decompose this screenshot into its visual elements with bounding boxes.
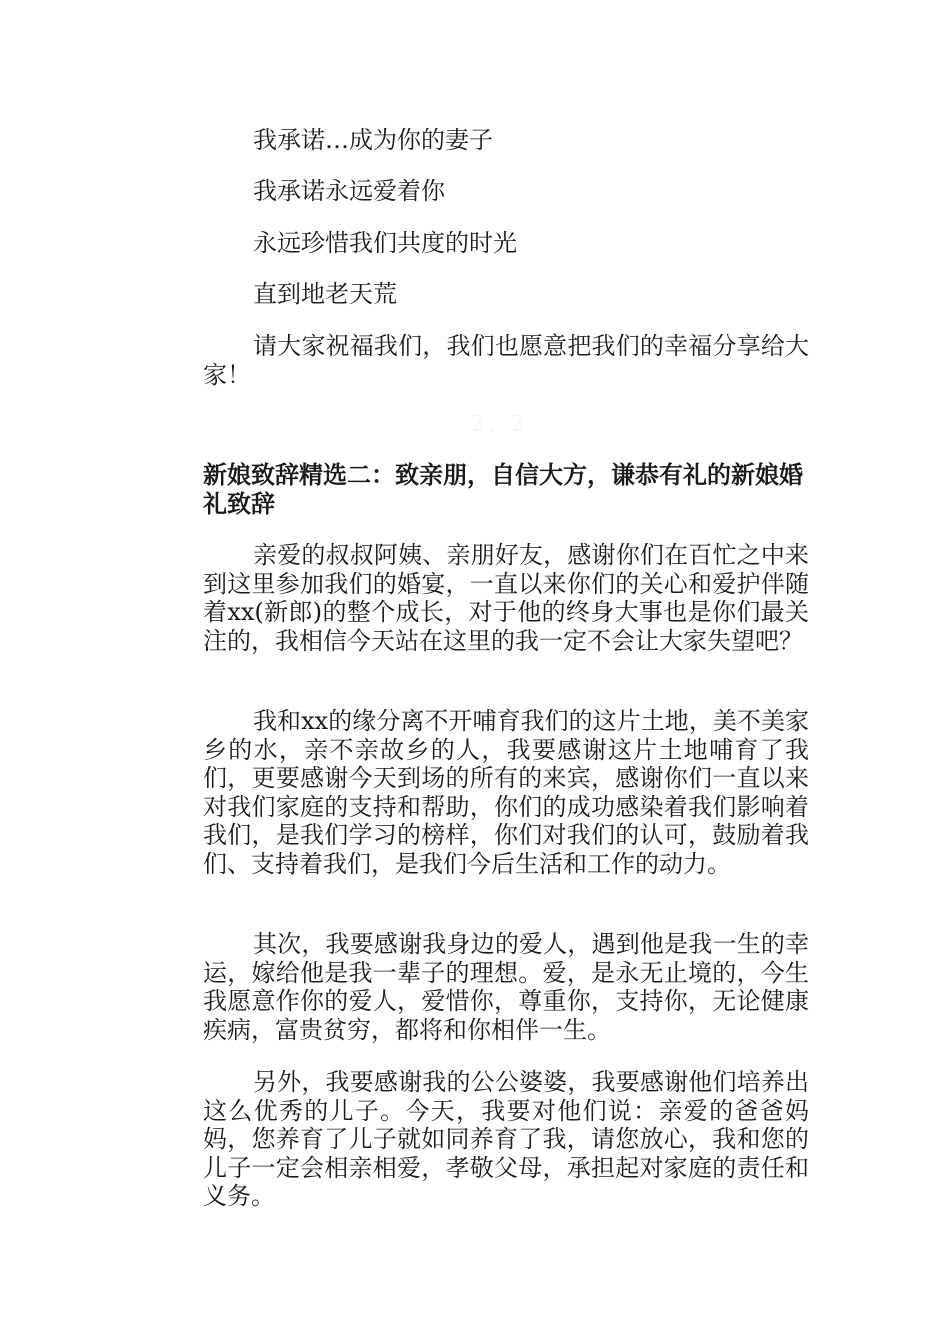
vow-line-1: 我承诺…成为你的妻子 [253,126,493,154]
body-paragraph-4: 另外，我要感谢我的公公婆婆，我要感谢他们培养出这么优秀的儿子。今天，我要对他们说：亲爱的爸爸妈妈，您养育了儿子就如同养育了我，请您放心，我和您的儿子一定会相亲相爱，孝敬父母，承担起对家庭的责任和义务。 [203,1068,809,1210]
body-paragraph-2: 我和xx的缘分离不开哺育我们的这片土地，美不美家乡的水，亲不亲故乡的人，我要感谢这片土地哺育了我们，更要感谢今天到场的所有的来宾，感谢你们一直以来对我们家庭的支持和帮助，你们的成功感染着我们影响着我们，是我们学习的榜样，你们对我们的认可，鼓励着我们、支持着我们，是我们今后生活和工作的动力。 [203,707,809,878]
vow-line-3: 永远珍惜我们共度的时光 [253,229,517,257]
body-paragraph-1: 亲爱的叔叔阿姨、亲朋好友，感谢你们在百忙之中来到这里参加我们的婚宴，一直以来你们的关心和爱护伴随着xx(新郎)的整个成长，对于他的终身大事也是你们最关注的，我相信今天站在这里的我一定不会让大家失望吧？ [203,541,809,655]
faint-watermark: 2. 2 [470,412,528,437]
vow-line-2: 我承诺永远爱着你 [253,177,445,205]
body-paragraph-3: 其次，我要感谢我身边的爱人，遇到他是我一生的幸运，嫁给他是我一辈子的理想。爱，是永无止境的，今生我愿意作你的爱人，爱惜你，尊重你，支持你，无论健康疾病，富贵贫穷，都将和你相伴一生。 [203,930,809,1044]
closing-paragraph: 请大家祝福我们，我们也愿意把我们的幸福分享给大家！ [203,332,809,389]
vow-line-4: 直到地老天荒 [253,280,397,308]
section-heading: 新娘致辞精选二：致亲朋，自信大方，谦恭有礼的新娘婚礼致辞 [203,460,803,518]
